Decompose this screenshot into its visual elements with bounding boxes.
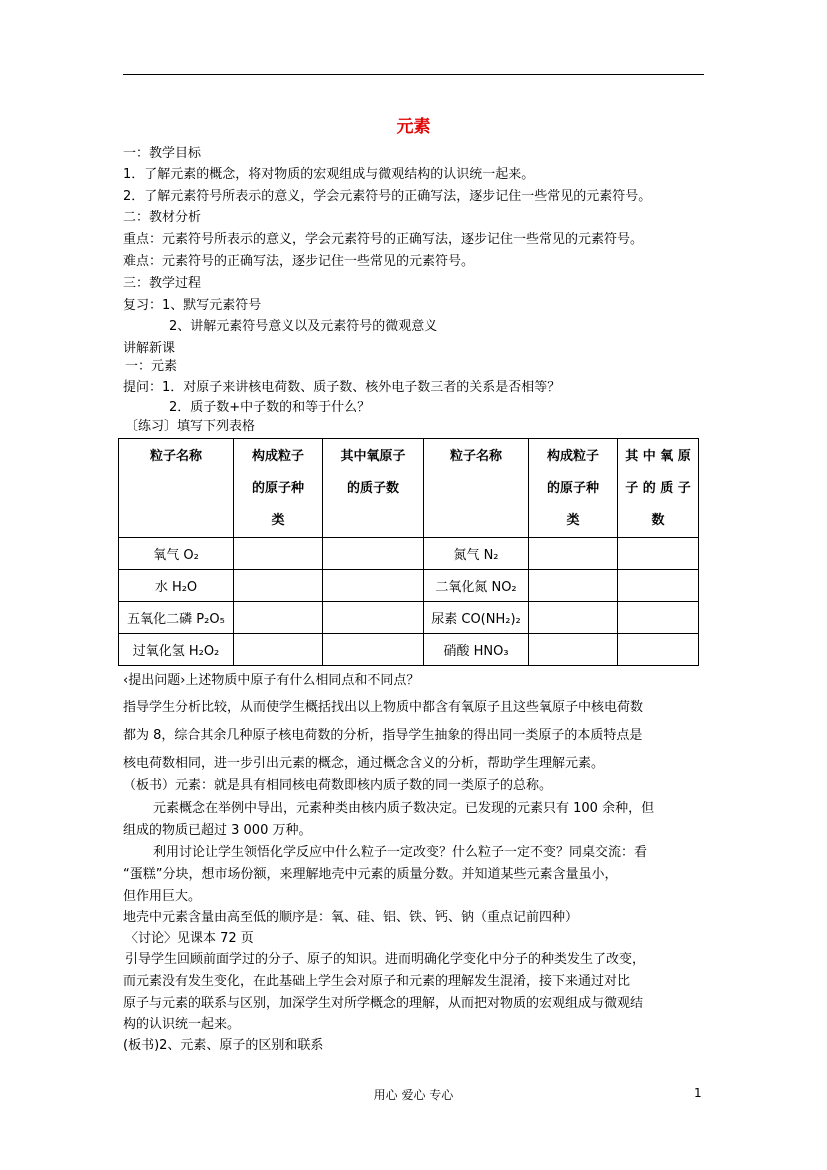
table-cell-empty xyxy=(234,634,323,666)
table-cell-empty xyxy=(618,634,699,666)
table-row xyxy=(119,538,699,570)
table-row xyxy=(119,634,699,666)
text-line: “蛋糕”分块，想市场份额，来理解地壳中元素的质量分数。并知道某些元素含量虽小， xyxy=(123,867,618,882)
table-cell: 尿素 CO(NH₂)₂ xyxy=(424,602,529,634)
table-cell-empty xyxy=(529,634,618,666)
page-footer: 用心 爱心 专心 xyxy=(373,1088,454,1102)
table-cell: 二氧化氮 NO₂ xyxy=(424,570,529,602)
table-cell-empty xyxy=(323,634,424,666)
table-cell-empty xyxy=(529,570,618,602)
text-line: 1．了解元素的概念，将对物质的宏观组成与微观结构的认识统一起来。 xyxy=(123,167,535,182)
table-cell: 氧气 O₂ xyxy=(119,538,234,570)
table-cell-empty xyxy=(323,570,424,602)
text-line: 〔练习〕填写下列表格 xyxy=(125,419,256,434)
text-line: 利用讨论让学生领悟化学反应中什么粒子一定改变？什么粒子一定不变？同桌交流：看 xyxy=(153,845,648,860)
section-heading: 一：教学目标 xyxy=(123,146,202,161)
table-cell-empty xyxy=(234,602,323,634)
text-line: 〈讨论〉见课本 72 页 xyxy=(125,931,254,946)
table-header: 其中氧原子 的质子数 xyxy=(323,439,424,538)
text-line: 2、讲解元素符号意义以及元素符号的微观意义 xyxy=(169,319,438,334)
table-cell-empty xyxy=(529,538,618,570)
text-line: 组成的物质已超过 3 000 万种。 xyxy=(123,823,312,838)
table-cell-empty xyxy=(618,538,699,570)
text-line: 地壳中元素含量由高至低的顺序是：氧、硅、铝、铁、钙、钠（重点记前四种） xyxy=(123,910,579,925)
page-title: 元素 xyxy=(396,117,431,137)
text-line: 而元素没有发生变化，在此基础上学生会对原子和元素的理解发生混淆，接下来通过对比 xyxy=(123,974,631,989)
table-cell-empty xyxy=(323,602,424,634)
header-rule xyxy=(123,74,704,75)
text-line: (板书)2、元素、原子的区别和联系 xyxy=(123,1038,324,1053)
text-line: ‹提出问题›上述物质中原子有什么相同点和不同点？ xyxy=(123,673,420,688)
text-line: 指导学生分析比较，从而使学生概括找出以上物质中都含有氧原子且这些氧原子中核电荷数 xyxy=(123,700,644,715)
text-line: 2．质子数+中子数的和等于什么？ xyxy=(169,400,371,415)
exercise-table xyxy=(118,438,699,666)
table-cell: 硝酸 HNO₃ xyxy=(424,634,529,666)
section-heading: 二：教材分析 xyxy=(123,210,202,225)
table-cell-empty xyxy=(323,538,424,570)
text-line: 讲解新课 xyxy=(123,341,176,356)
text-line: 原子与元素的联系与区别，加深学生对所学概念的理解，从而把对物质的宏观组成与微观结 xyxy=(123,996,644,1011)
text-line: 核电荷数相同，进一步引出元素的概念，通过概念含义的分析，帮助学生理解元素。 xyxy=(123,756,605,771)
table-cell: 水 H₂O xyxy=(119,570,234,602)
text-line: 提问：1．对原子来讲核电荷数、质子数、核外电子数三者的关系是否相等？ xyxy=(123,380,561,395)
table-header: 构成粒子 的原子种 类 xyxy=(529,439,618,538)
table-cell: 氮气 N₂ xyxy=(424,538,529,570)
text-line: 复习：1、默写元素符号 xyxy=(123,298,262,313)
section-heading: 三：教学过程 xyxy=(123,276,202,291)
table-cell-empty xyxy=(618,570,699,602)
table-header-row xyxy=(119,439,699,538)
text-line: 难点：元素符号的正确写法，逐步记住一些常见的元素符号。 xyxy=(123,254,475,269)
text-line: 一：元素 xyxy=(125,359,178,374)
table-cell-empty xyxy=(618,602,699,634)
text-line: 2．了解元素符号所表示的意义，学会元素符号的正确写法，逐步记住一些常见的元素符号。 xyxy=(123,189,652,204)
text-line: 都为 8，综合其余几种原子核电荷数的分析，指导学生抽象的得出同一类原子的本质特点是 xyxy=(123,728,643,743)
page-number: 1 xyxy=(694,1086,702,1100)
text-line: 重点：元素符号所表示的意义，学会元素符号的正确写法，逐步记住一些常见的元素符号。 xyxy=(123,232,644,247)
table-cell-empty xyxy=(234,570,323,602)
table-row xyxy=(119,570,699,602)
table-row xyxy=(119,602,699,634)
table-cell-empty xyxy=(529,602,618,634)
table-header: 粒子名称 xyxy=(119,439,234,538)
text-line: 但作用巨大。 xyxy=(123,889,202,904)
table-cell-empty xyxy=(234,538,323,570)
table-cell: 过氧化氢 H₂O₂ xyxy=(119,634,234,666)
text-line: （板书）元素：就是具有相同核电荷数即核内质子数的同一类原子的总称。 xyxy=(123,778,553,793)
table-header: 其 中 氧 原 子 的 质 子 数 xyxy=(618,439,699,538)
text-line: 引导学生回顾前面学过的分子、原子的知识。进而明确化学变化中分子的种类发生了改变， xyxy=(125,952,646,967)
table-cell: 五氧化二磷 P₂O₅ xyxy=(119,602,234,634)
text-line: 构的认识统一起来。 xyxy=(123,1017,241,1032)
table-header: 构成粒子 的原子种 类 xyxy=(234,439,323,538)
table-header: 粒子名称 xyxy=(424,439,529,538)
text-line: 元素概念在举例中导出，元素种类由核内质子数决定。已发现的元素只有 100 余种，但 xyxy=(153,801,655,816)
